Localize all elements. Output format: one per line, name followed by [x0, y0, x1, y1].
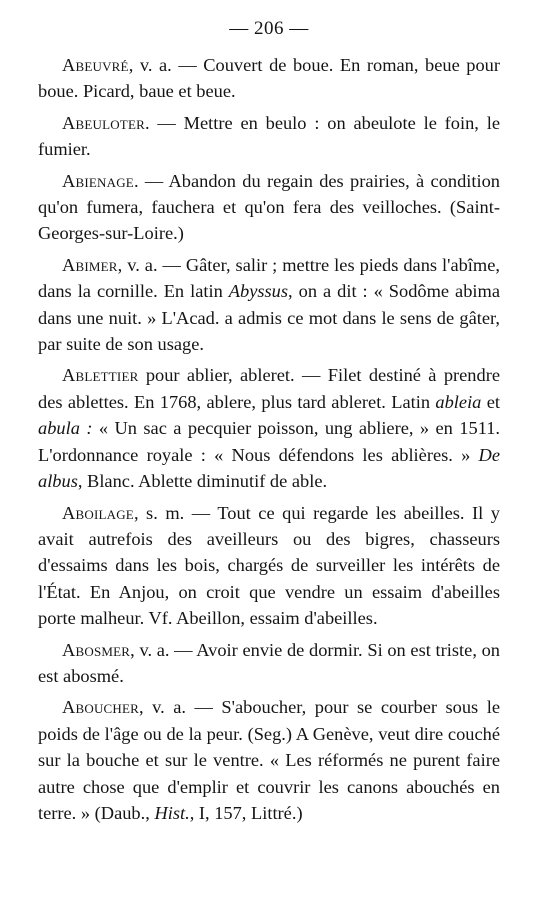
entry-abeuloter — [38, 110, 500, 163]
entry-text: et — [481, 391, 500, 412]
entry-text: . — Abandon du regain des prairies, à condition qu'on fumera, fauchera et qu'on fera des veilloches. (Saint-Georges-sur-Loire.) — [38, 170, 500, 244]
entry-text: , v. a. — Gâter, salir ; mettre les pieds dans l'abîme, dans la cornille. En latin — [38, 254, 500, 302]
entry-text: « Un sac a pecquier poisson, ung abliere, » en 1511. L'ordonnance royale : « Nous défendons les ablières. » — [38, 418, 500, 465]
headword: Aboilage — [62, 502, 134, 523]
headword: Abeuloter — [62, 112, 145, 133]
entry-text: , Blanc. Ablette diminutif de able. — [77, 471, 328, 492]
entry-abosmer — [38, 637, 500, 690]
entry-abeuvre — [38, 52, 500, 105]
entry-text: , v. a. — Couvert de boue. En roman, beue pour boue. Picard, baue et beue. — [38, 55, 500, 102]
entry-abienage — [38, 168, 500, 247]
italic-term: ableia — [435, 391, 482, 412]
headword: Abosmer — [62, 639, 131, 660]
page-number: — 206 — — [229, 18, 309, 39]
entry-aboilage — [38, 500, 500, 632]
italic-term: Hist. — [154, 802, 190, 823]
dictionary-page — [38, 16, 500, 831]
entry-text: . — Mettre en beulo : on abeulote le foin, le fumier. — [38, 112, 500, 160]
headword: Abimer — [62, 254, 118, 275]
entry-text: , v. a. — S'aboucher, pour se courber sous le poids de l'âge ou de la peur. (Seg.) A Genève, veut dire couché sur la bouche et sur le ventre. « Les réformés ne purent faire autre chose que d'emplir et couvrir les canons abouchés en terre. » (Daub., — [38, 697, 500, 823]
headword: Aboucher — [62, 697, 139, 718]
headword: Abienage — [62, 170, 134, 191]
headword: Ablettier — [62, 365, 139, 386]
headword: Abeuvré — [62, 55, 129, 75]
entry-text: , s. m. — Tout ce qui regarde les abeilles. Il y avait autrefois des aveilleurs ou des bigres, chasseurs d'essaims dans les bois, chargés de surveiller les intérêts de l'État. En Anjou, on croit que vendre un essaim d'abeilles porte malheur. Vf. Abeillon, essaim d'abeilles. — [38, 502, 500, 629]
entry-text: , v. a. — Avoir envie de dormir. Si on est triste, on est abosmé. — [38, 639, 500, 686]
italic-term: Abyssus — [228, 281, 289, 302]
entry-ablettier — [38, 362, 500, 494]
entry-text: , I, 157, Littré.) — [189, 802, 303, 823]
italic-term: abula : — [38, 418, 93, 439]
entry-aboucher — [38, 694, 500, 826]
italic-term: De albus — [38, 444, 500, 492]
entry-abimer — [38, 252, 500, 358]
entry-text: pour ablier, ableret. — Filet destiné à prendre des ablettes. En 1768, ablere, plus tard ableret. Latin — [38, 365, 500, 412]
entry-text: , on a dit : « Sodôme abima dans une nuit. » L'Acad. a admis ce mot dans le sens de gâter, par suite de son usage. — [38, 281, 500, 355]
